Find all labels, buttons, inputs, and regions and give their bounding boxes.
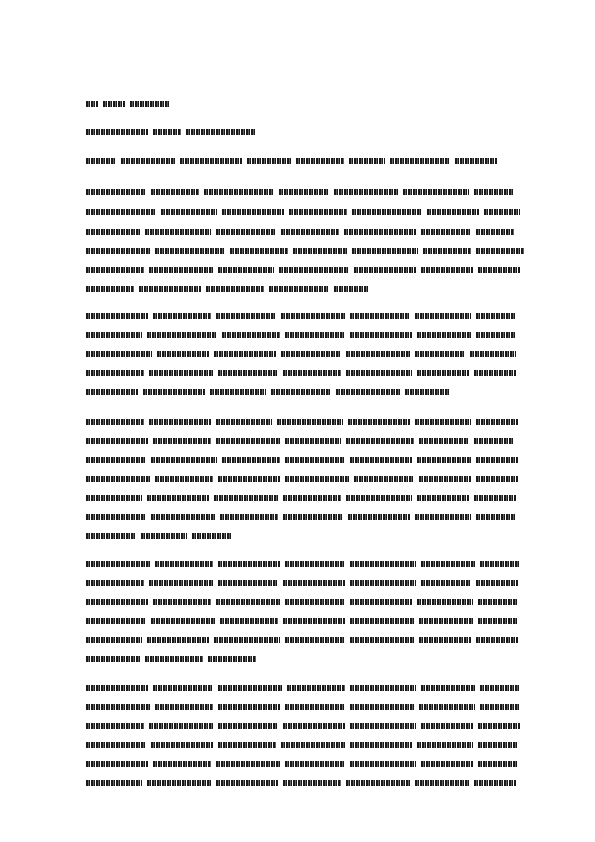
title-line	[86, 157, 497, 165]
header-line	[86, 100, 170, 108]
subheader-line	[86, 128, 256, 136]
